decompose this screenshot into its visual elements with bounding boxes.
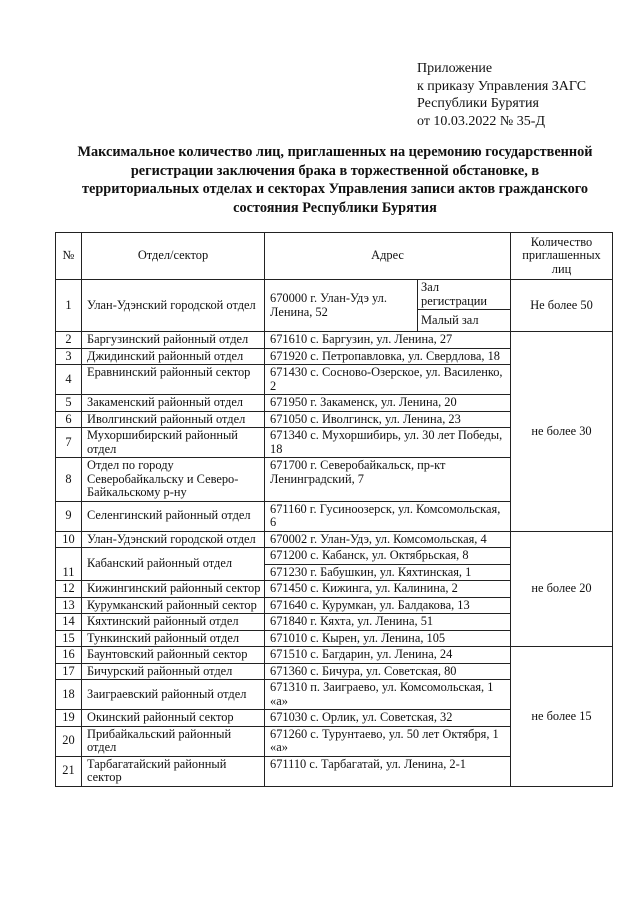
title-line: Максимальное количество лиц, приглашенных на церемонию государственной <box>77 144 593 160</box>
document-title <box>40 143 630 217</box>
row-dept: Прибайкальский районный отдел <box>82 726 265 756</box>
row-num: 1 <box>56 280 82 332</box>
row-address: 671340 с. Мухоршибирь, ул. 30 лет Победы, 18 <box>265 428 511 458</box>
row-address: 671610 с. Баргузин, ул. Ленина, 27 <box>265 332 511 349</box>
row-num: 2 <box>56 332 82 349</box>
header-num: № <box>56 233 82 280</box>
row-address: 671700 г. Северобайкальск, пр-кт Ленинградский, 7 <box>265 458 511 502</box>
row-num: 14 <box>56 614 82 631</box>
row-dept: Тарбагатайский районный сектор <box>82 756 265 786</box>
row-num: 9 <box>56 501 82 531</box>
row-dept: Закаменский районный отдел <box>82 395 265 412</box>
row-num: 11 <box>56 548 82 581</box>
title-line: территориальных отделах и секторах Управления записи актов гражданского <box>81 181 589 197</box>
row-count: Не более 50 <box>511 280 613 332</box>
hall-registration: Зал регистрации <box>418 280 511 310</box>
table-row <box>56 647 613 664</box>
row-dept: Заиграевский районный отдел <box>82 680 265 710</box>
row-address: 671450 с. Кижинга, ул. Калинина, 2 <box>265 581 511 598</box>
row-dept: Бичурский районный отдел <box>82 663 265 680</box>
appendix-block <box>417 60 586 130</box>
row-address: 671010 с. Кырен, ул. Ленина, 105 <box>265 630 511 647</box>
row-num: 15 <box>56 630 82 647</box>
appendix-line: к приказу Управления ЗАГС <box>417 78 587 94</box>
row-dept: Мухоршибирский районный отдел <box>82 428 265 458</box>
registry-table <box>55 232 613 787</box>
row-address: 670002 г. Улан-Удэ, ул. Комсомольская, 4 <box>265 531 511 548</box>
row-num: 16 <box>56 647 82 664</box>
row-num: 19 <box>56 710 82 727</box>
row-dept: Улан-Удэнский городской отдел <box>82 280 265 332</box>
row-address: 671200 с. Кабанск, ул. Октябрьская, 8 <box>265 548 511 565</box>
group-count-15: не более 15 <box>511 647 613 787</box>
table-row <box>56 280 613 310</box>
row-dept: Окинский районный сектор <box>82 710 265 727</box>
row-num: 5 <box>56 395 82 412</box>
title-line: регистрации заключения брака в торжественной обстановке, в <box>130 162 540 179</box>
appendix-line: Приложение <box>417 61 493 76</box>
row-address: 671260 с. Турунтаево, ул. 50 лет Октября, 1 «а» <box>265 726 511 756</box>
row-dept: Кижингинский районный сектор <box>82 581 265 598</box>
row-address: 671920 с. Петропавловка, ул. Свердлова, 18 <box>265 348 511 365</box>
table-row <box>56 332 613 349</box>
row-num: 20 <box>56 726 82 756</box>
row-address: 670000 г. Улан-Удэ ул. Ленина, 52 <box>265 280 418 332</box>
row-address-secondary: 671230 г. Бабушкин, ул. Кяхтинская, 1 <box>265 564 511 581</box>
row-address: 671360 с. Бичура, ул. Советская, 80 <box>265 663 511 680</box>
row-address: 671640 с. Курумкан, ул. Балдакова, 13 <box>265 597 511 614</box>
row-num: 13 <box>56 597 82 614</box>
row-dept: Баунтовский районный сектор <box>82 647 265 664</box>
row-num: 3 <box>56 348 82 365</box>
header-count: Количество приглашенных лиц <box>511 233 613 280</box>
row-dept: Кабанский районный отдел <box>82 548 265 581</box>
row-address: 671110 с. Тарбагатай, ул. Ленина, 2-1 <box>265 756 511 786</box>
row-num: 18 <box>56 680 82 710</box>
row-num: 7 <box>56 428 82 458</box>
row-num: 21 <box>56 756 82 786</box>
header-dept: Отдел/сектор <box>82 233 265 280</box>
row-dept: Баргузинский районный отдел <box>82 332 265 349</box>
row-dept: Курумканский районный сектор <box>82 597 265 614</box>
row-address: 671430 с. Сосново-Озерское, ул. Василенко, 2 <box>265 365 511 395</box>
title-line: состояния Республики Бурятия <box>233 199 437 216</box>
row-dept: Тункинский районный отдел <box>82 630 265 647</box>
row-address: 671160 г. Гусиноозерск, ул. Комсомольская, 6 <box>265 501 511 531</box>
row-address: 671310 п. Заиграево, ул. Комсомольская, 1 «а» <box>265 680 511 710</box>
row-num: 10 <box>56 531 82 548</box>
row-num: 4 <box>56 365 82 395</box>
appendix-line: от 10.03.2022 № 35-Д <box>417 113 546 129</box>
row-address: 671950 г. Закаменск, ул. Ленина, 20 <box>265 395 511 412</box>
row-dept: Улан-Удэнский городской отдел <box>82 531 265 548</box>
appendix-line: Республики Бурятия <box>417 96 539 111</box>
row-address: 671510 с. Багдарин, ул. Ленина, 24 <box>265 647 511 664</box>
table-row <box>56 531 613 548</box>
row-num: 12 <box>56 581 82 598</box>
row-num: 17 <box>56 663 82 680</box>
row-address: 671840 г. Кяхта, ул. Ленина, 51 <box>265 614 511 631</box>
row-address: 671050 с. Иволгинск, ул. Ленина, 23 <box>265 411 511 428</box>
row-dept: Кяхтинский районный отдел <box>82 614 265 631</box>
row-address: 671030 с. Орлик, ул. Советская, 32 <box>265 710 511 727</box>
hall-small: Малый зал <box>418 310 511 332</box>
row-dept: Джидинский районный отдел <box>82 348 265 365</box>
table-header-row <box>56 233 613 280</box>
row-dept: Селенгинский районный отдел <box>82 501 265 531</box>
row-dept: Еравнинский районный сектор <box>82 365 265 395</box>
row-dept: Иволгинский районный отдел <box>82 411 265 428</box>
header-address: Адрес <box>265 233 511 280</box>
group-count-30: не более 30 <box>511 332 613 532</box>
group-count-20: не более 20 <box>511 531 613 647</box>
row-dept: Отдел по городу Северобайкальску и Северо-Байкальскому р-ну <box>82 458 265 502</box>
row-num: 8 <box>56 458 82 502</box>
row-num: 6 <box>56 411 82 428</box>
